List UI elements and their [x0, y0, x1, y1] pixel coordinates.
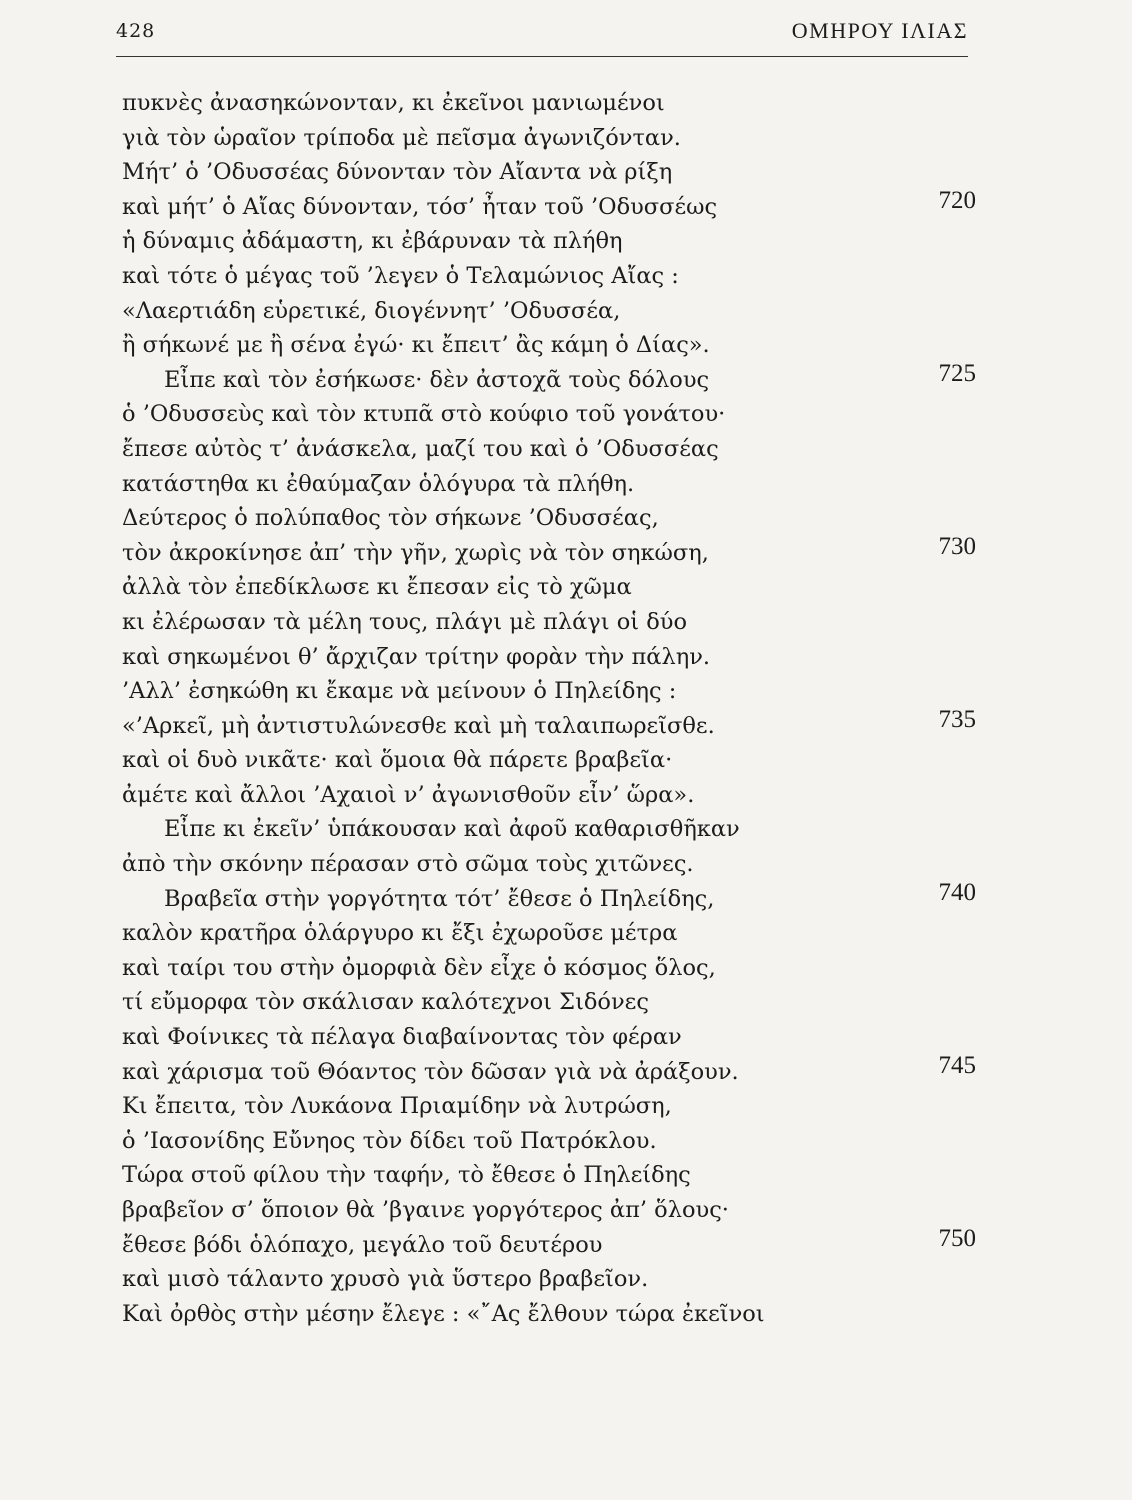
verse-line — [122, 605, 980, 640]
verse-line — [122, 1124, 980, 1159]
line-number: 730 — [938, 532, 976, 560]
verse-text: «Λαερτιάδη εὑρετικέ, διογέννητ’ ’Οδυσσέα, — [122, 297, 621, 324]
verse-line — [122, 467, 980, 502]
verse-line — [122, 878, 980, 917]
verse-line — [122, 1262, 980, 1297]
verse-line — [122, 1158, 980, 1193]
verse-line — [122, 1020, 980, 1055]
verse-text: καὶ μισὸ τάλαντο χρυσὸ γιὰ ὕστερο βραβεῖον. — [122, 1266, 649, 1293]
verse-line — [122, 501, 980, 536]
verse-line — [122, 778, 980, 813]
verse-line — [122, 432, 980, 467]
verse-line — [122, 186, 980, 225]
header-rule — [116, 56, 968, 57]
verse-text: καὶ οἱ δυὸ νικᾶτε· καὶ ὅμοια θὰ πάρετε βραβεῖα· — [122, 747, 673, 774]
verse-block — [122, 86, 980, 1331]
verse-text: Εἶπε κι ἐκεῖν’ ὑπάκουσαν καὶ ἀφοῦ καθαρισθῆκαν — [164, 816, 740, 843]
verse-text: καλὸν κρατῆρα ὁλάργυρο κι ἔξι ἐχωροῦσε μέτρα — [122, 920, 678, 947]
verse-text: ἢ σήκωνέ με ἢ σένα ἐγώ· κι ἔπειτ’ ἂς κάμη ὁ Δίας». — [122, 332, 710, 359]
verse-line — [122, 397, 980, 432]
line-number: 735 — [938, 705, 976, 733]
verse-text: ὁ ’Ιασονίδης Εὔνηος τὸν δίδει τοῦ Πατρόκλου. — [122, 1127, 657, 1154]
verse-text: γιὰ τὸν ὡραῖον τρίποδα μὲ πεῖσμα ἀγωνιζόνταν. — [122, 124, 681, 151]
verse-line — [122, 674, 980, 709]
line-number: 720 — [938, 186, 976, 214]
page-header — [116, 18, 968, 58]
line-number: 750 — [938, 1224, 976, 1252]
verse-text: τὸν ἀκροκίνησε ἀπ’ τὴν γῆν, χωρὶς νὰ τὸν σηκώση, — [122, 539, 709, 566]
verse-line — [122, 224, 980, 259]
verse-line — [122, 1089, 980, 1124]
verse-text: βραβεῖον σ’ ὅποιον θὰ ’βγαινε γοργότερος ἀπ’ ὅλους· — [122, 1197, 729, 1223]
verse-text: καὶ τότε ὁ μέγας τοῦ ’λεγεν ὁ Τελαμώνιος Αἴας : — [122, 262, 679, 289]
verse-text: ἔπεσε αὐτὸς τ’ ἀνάσκελα, μαζί του καὶ ὁ ’Οδυσσέας — [122, 435, 719, 462]
verse-text: ἡ δύναμις ἀδάμαστη, κι ἐβάρυναν τὰ πλήθη — [122, 228, 623, 255]
verse-text: Δεύτερος ὁ πολύπαθος τὸν σήκωνε ’Οδυσσέας, — [122, 505, 659, 532]
verse-text: καὶ χάρισμα τοῦ Θόαντος τὸν δῶσαν γιὰ νὰ ἀράξουν. — [122, 1058, 739, 1085]
verse-line — [122, 294, 980, 329]
verse-line — [122, 155, 980, 190]
verse-text: Μήτ’ ὁ ’Οδυσσέας δύνονταν τὸν Αἴαντα νὰ ρίξη — [122, 159, 673, 186]
verse-line — [122, 812, 980, 847]
verse-text: «’Αρκεῖ, μὴ ἀντιστυλώνεσθε καὶ μὴ ταλαιπωρεῖσθε. — [122, 712, 715, 739]
verse-line — [122, 1297, 980, 1332]
verse-line — [122, 916, 980, 951]
verse-line — [122, 121, 980, 156]
verse-line — [122, 328, 980, 363]
verse-text: Βραβεῖα στὴν γοργότητα τότ’ ἔθεσε ὁ Πηλείδης, — [164, 885, 715, 912]
verse-line — [122, 640, 980, 675]
verse-text: ἀλλὰ τὸν ἐπεδίκλωσε κι ἔπεσαν εἰς τὸ χῶμα — [122, 574, 632, 601]
verse-text: καὶ σηκωμένοι θ’ ἄρχιζαν τρίτην φορὰν τὴν πάλην. — [122, 643, 711, 670]
verse-text: ’Αλλ’ ἐσηκώθη κι ἔκαμε νὰ μείνουν ὁ Πηλείδης : — [122, 678, 677, 705]
verse-text: τί εὔμορφα τὸν σκάλισαν καλότεχνοι Σιδόνες — [122, 989, 649, 1016]
verse-line — [122, 86, 980, 121]
verse-text: Εἶπε καὶ τὸν ἐσήκωσε· δὲν ἀστοχᾶ τοὺς δόλους — [164, 366, 710, 393]
verse-line — [122, 1224, 980, 1263]
verse-text: Κι ἔπειτα, τὸν Λυκάονα Πριαμίδην νὰ λυτρώση, — [122, 1093, 672, 1120]
verse-line — [122, 743, 980, 778]
page-number: 428 — [116, 20, 156, 42]
verse-text: κι ἐλέρωσαν τὰ μέλη τους, πλάγι μὲ πλάγι οἱ δύο — [122, 608, 687, 635]
verse-text: ἀμέτε καὶ ἄλλοι ’Αχαιοὶ ν’ ἀγωνισθοῦν εἶν’ ὥρα». — [122, 781, 695, 808]
verse-text: καὶ ταίρι του στὴν ὀμορφιὰ δὲν εἶχε ὁ κόσμος ὅλος, — [122, 954, 716, 981]
verse-line — [122, 359, 980, 398]
verse-line — [122, 532, 980, 571]
verse-text: ὁ ’Οδυσσεὺς καὶ τὸν κτυπᾶ στὸ κούφιο τοῦ γονάτου· — [122, 401, 726, 428]
verse-text: ἀπὸ τὴν σκόνην πέρασαν στὸ σῶμα τοὺς χιτῶνες. — [122, 851, 694, 878]
verse-text: κατάστηθα κι ἐθαύμαζαν ὁλόγυρα τὰ πλήθη. — [122, 470, 635, 497]
verse-text: ἔθεσε βόδι ὁλόπαχο, μεγάλο τοῦ δευτέρου — [122, 1231, 603, 1258]
verse-text: Καὶ ὀρθὸς στὴν μέσην ἔλεγε : «῎Ας ἔλθουν τώρα ἐκεῖνοι — [122, 1300, 765, 1327]
line-number: 745 — [938, 1051, 976, 1079]
line-number: 725 — [938, 359, 976, 387]
verse-line — [122, 570, 980, 605]
verse-line — [122, 705, 980, 744]
verse-line — [122, 259, 980, 294]
verse-text: πυκνὲς ἀνασηκώνονταν, κι ἐκεῖνοι μανιωμένοι — [122, 90, 665, 116]
verse-text: καὶ μήτ’ ὁ Αἴας δύνονταν, τόσ’ ἦταν τοῦ ’Οδυσσέως — [122, 193, 718, 220]
running-title: ΟΜΗΡΟΥ ΙΛΙΑΣ — [791, 18, 968, 43]
verse-line — [122, 847, 980, 882]
verse-line — [122, 985, 980, 1020]
verse-text: Τώρα στοῦ φίλου τὴν ταφήν, τὸ ἔθεσε ὁ Πηλείδης — [122, 1162, 691, 1189]
verse-text: καὶ Φοίνικες τὰ πέλαγα διαβαίνοντας τὸν φέραν — [122, 1024, 682, 1051]
verse-line — [122, 1051, 980, 1090]
verse-line — [122, 1193, 980, 1228]
verse-line — [122, 951, 980, 986]
line-number: 740 — [938, 878, 976, 906]
